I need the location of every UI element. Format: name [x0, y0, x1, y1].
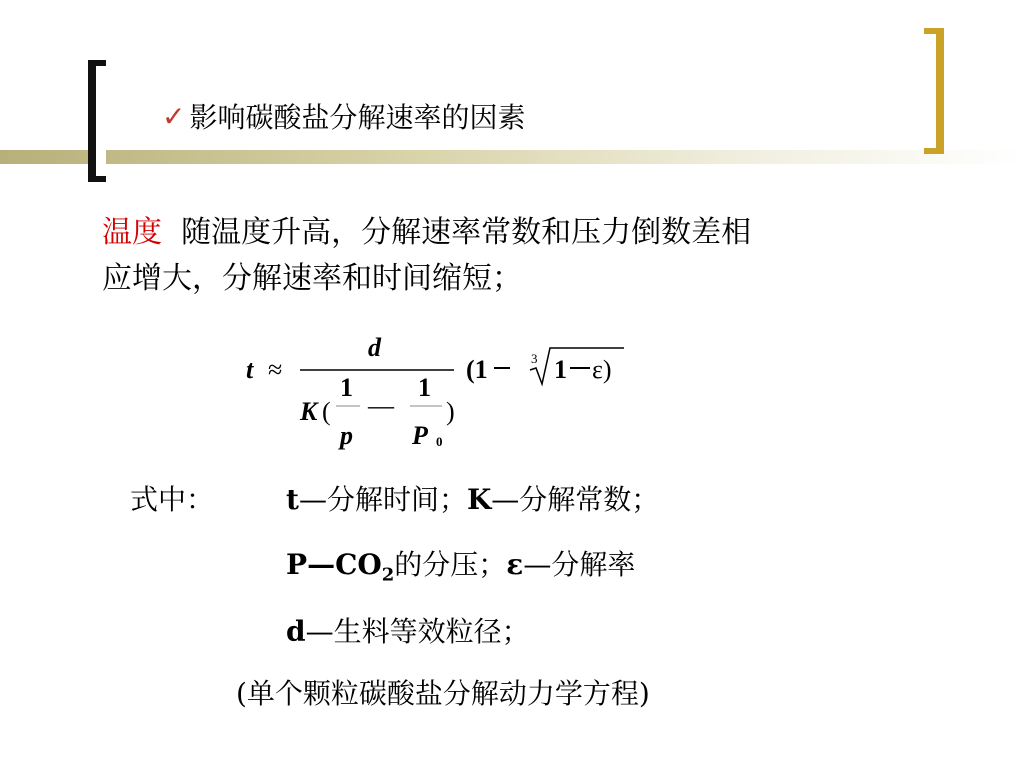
symbol-d: d: [286, 615, 306, 648]
formula-P-sub: 0: [436, 434, 443, 449]
formula-numerator-d: d: [368, 333, 381, 362]
header-decor-bar: [0, 150, 1024, 164]
formula-root-body: 1: [554, 355, 567, 384]
formula-epsilon: ε): [592, 355, 612, 384]
equation-caption: (单个颗粒碳酸盐分解动力学方程): [236, 677, 650, 710]
slide-title: [162, 96, 525, 136]
where-label: 式中：: [130, 483, 215, 516]
desc-t: —分解时间；: [298, 483, 467, 516]
formula-p: p: [340, 421, 353, 450]
intro-line-2: 应增大，分解速率和时间缩短；: [102, 261, 522, 296]
co2-subscript: 2: [381, 564, 395, 586]
desc-d: —生料等效粒径；: [305, 615, 530, 648]
keyword-temperature: 温度: [102, 215, 162, 250]
symbol-p: P: [286, 548, 308, 581]
formula-root-index: 3: [531, 351, 538, 366]
symbol-epsilon: ε: [506, 548, 524, 581]
formula-minus: —: [368, 391, 394, 420]
desc-epsilon: —分解率: [523, 548, 636, 581]
symbol-t: t: [286, 483, 299, 516]
right-bracket-decor: [924, 28, 944, 154]
checkmark-icon: ✓: [162, 99, 186, 133]
desc-k: —分解常数；: [491, 483, 660, 516]
formula-factor-open: (1: [466, 355, 488, 384]
intro-paragraph: [102, 210, 922, 302]
legend-line-p-e: [286, 543, 635, 586]
formula-paren-open: (: [322, 397, 331, 426]
formula-P: P: [412, 421, 428, 450]
left-bracket-decor: [88, 60, 106, 182]
formula-approx: ≈: [268, 355, 283, 384]
rate-equation: [240, 330, 660, 460]
formula-K: K: [300, 397, 318, 426]
legend-line-d: [286, 610, 530, 650]
symbol-k: K: [466, 483, 492, 516]
formula-one-a: 1: [340, 373, 353, 402]
intro-line-1: 随温度升高，分解速率常数和压力倒数差相: [181, 215, 752, 250]
legend-line-t-k: [286, 478, 659, 518]
formula-t: t: [246, 355, 254, 384]
formula-paren-close: ): [446, 397, 455, 426]
desc-p: 的分压；: [394, 548, 507, 581]
formula-one-b: 1: [418, 373, 431, 402]
slide-title-text: 影响碳酸盐分解速率的因素: [189, 101, 526, 134]
co2-text: —CO: [307, 548, 382, 581]
